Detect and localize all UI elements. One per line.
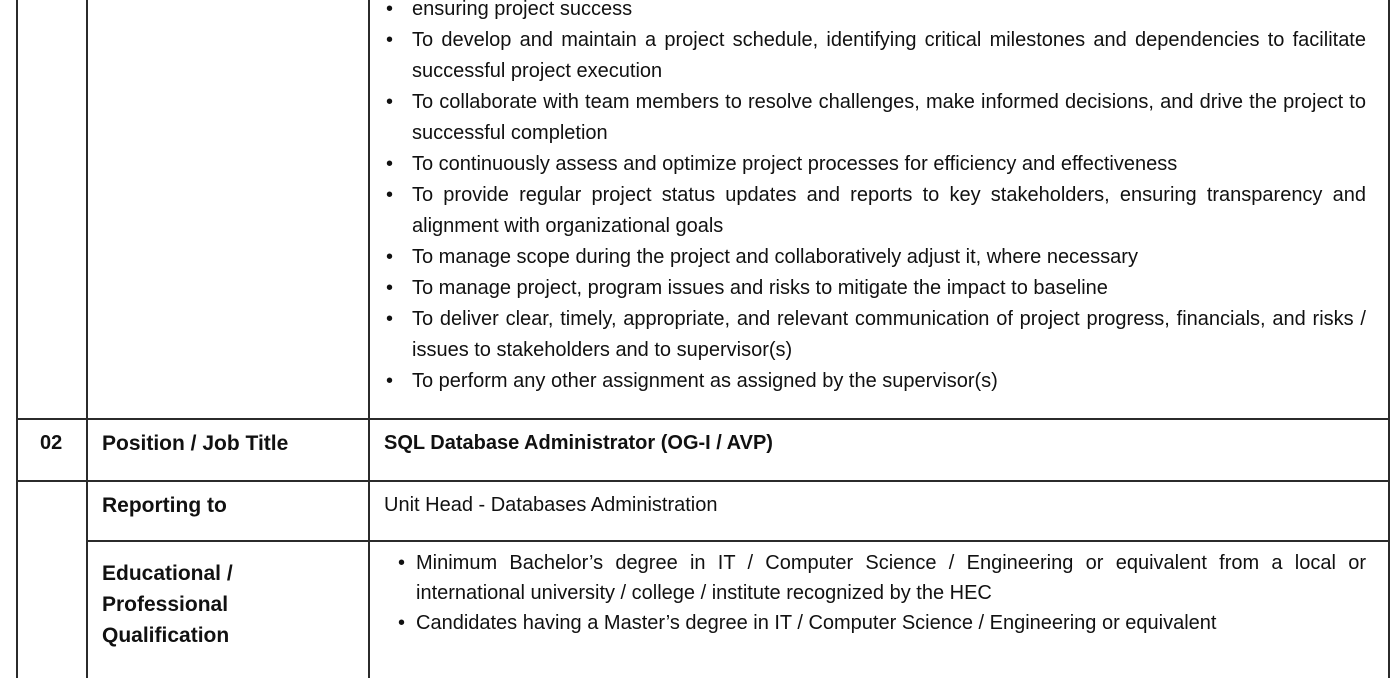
qualification-list	[370, 542, 1388, 638]
qualification-label-line: Qualification	[102, 624, 230, 647]
qualification-label	[87, 541, 369, 678]
qualification-cell	[369, 541, 1389, 678]
responsibility-item: • To develop and maintain a project schedule, identifying critical milestones and dependencies to facilitate successful project execution	[412, 25, 1366, 87]
reporting-row	[17, 481, 1389, 541]
qualification-label-line: Professional	[102, 593, 229, 616]
responsibility-item: • To perform any other assignment as assigned by the supervisor(s)	[412, 366, 1366, 397]
qualification-row	[17, 541, 1389, 678]
job-description-table	[16, 0, 1390, 678]
qualification-item: • Minimum Bachelor’s degree in IT / Computer Science / Engineering or equivalent from a local or international university / college / institute recognized by the HEC	[416, 548, 1366, 608]
number-cell-empty	[17, 0, 87, 419]
number-cell-empty	[17, 481, 87, 678]
responsibilities-cell	[369, 0, 1389, 419]
reporting-label: Reporting to	[87, 481, 369, 541]
reporting-value: Unit Head - Databases Administration	[369, 481, 1389, 541]
responsibility-item: • To manage project, program issues and risks to mitigate the impact to baseline	[412, 273, 1366, 304]
position-row	[17, 419, 1389, 481]
responsibility-item-continued: • ensuring project success	[412, 0, 1366, 25]
position-label: Position / Job Title	[87, 419, 369, 481]
responsibility-item: • To continuously assess and optimize project processes for efficiency and effectiveness	[412, 149, 1366, 180]
responsibility-item: • To collaborate with team members to resolve challenges, make informed decisions, and drive the project to successful completion	[412, 87, 1366, 149]
responsibility-item: • To deliver clear, timely, appropriate, and relevant communication of project progress, financials, and risks / issues to stakeholders and to supervisor(s)	[412, 304, 1366, 366]
responsibility-item: • To provide regular project status updates and reports to key stakeholders, ensuring transparency and alignment with organizational goals	[412, 180, 1366, 242]
qualification-label-line: Educational /	[102, 562, 233, 585]
responsibility-item: • To manage scope during the project and collaboratively adjust it, where necessary	[412, 242, 1366, 273]
label-cell-empty	[87, 0, 369, 419]
position-number: 02	[17, 419, 87, 481]
responsibilities-list	[370, 0, 1388, 397]
responsibilities-row	[17, 0, 1389, 419]
qualification-item: • Candidates having a Master’s degree in IT / Computer Science / Engineering or equivalent	[416, 608, 1366, 638]
position-title: SQL Database Administrator (OG-I / AVP)	[369, 419, 1389, 481]
